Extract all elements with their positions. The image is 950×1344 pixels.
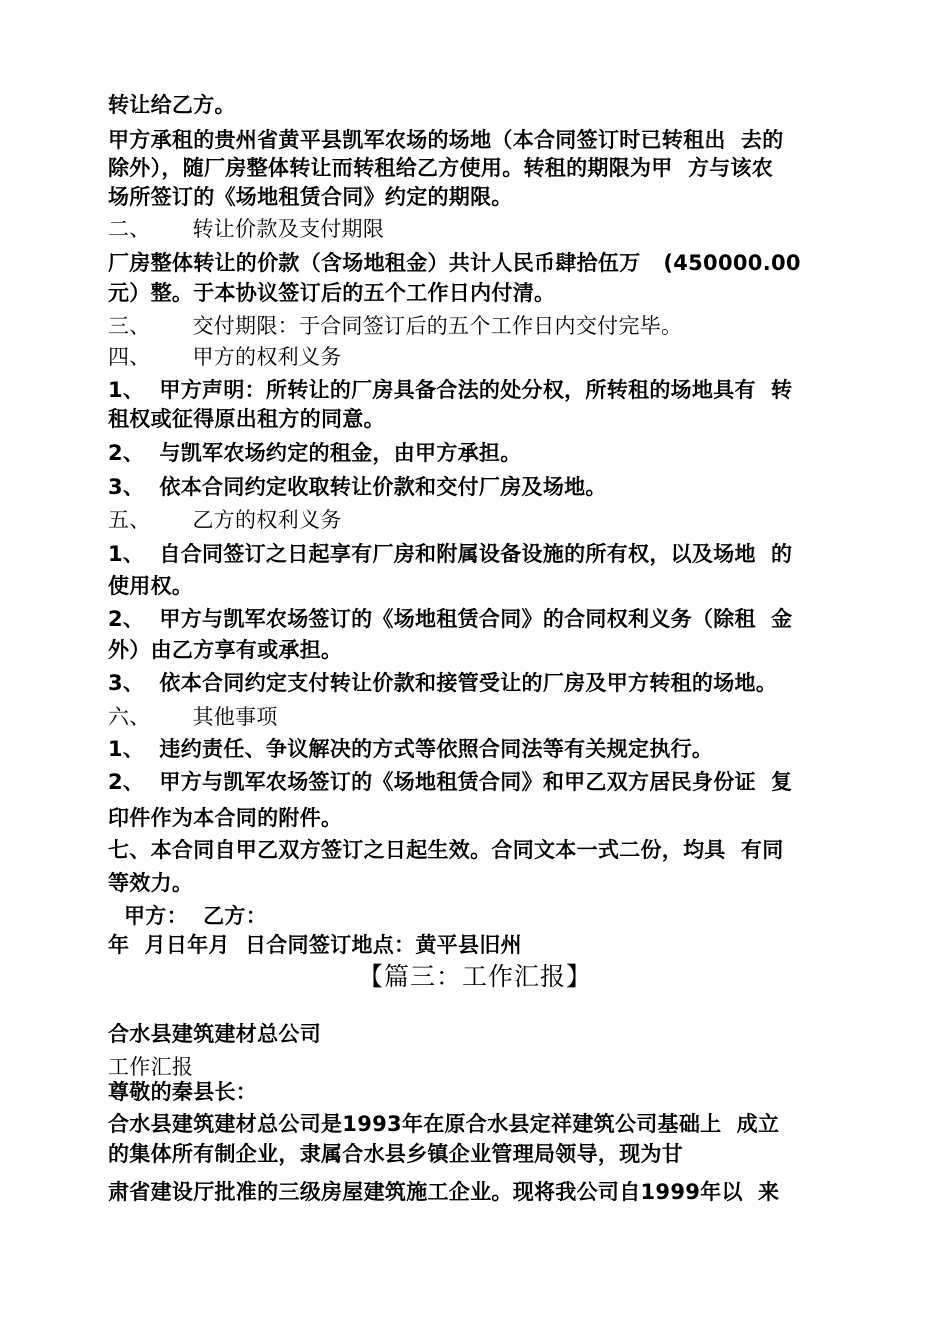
text-line: 租权或征得原出租方的同意。	[108, 407, 385, 431]
text-line: 2、 甲方与凯军农场签订的《场地租赁合同》的合同权利义务（除租 金	[108, 607, 793, 631]
text-line: 使用权。	[108, 574, 194, 598]
text-line: 七、本合同自甲乙双方签订之日起生效。合同文本一式二份，均具 有同	[108, 838, 784, 862]
text-line: 3、 依本合同约定收取转让价款和交付厂房及场地。	[108, 475, 607, 499]
section-title: 【篇三：工作汇报】	[357, 962, 592, 991]
signature-line: 甲方： 乙方：	[124, 904, 268, 928]
text-line: 甲方承租的贵州省黄平县凯军农场的场地（本合同签订时已转租出 去的	[108, 128, 784, 152]
text-line: 印件作为本合同的附件。	[108, 806, 343, 830]
text-line: 元）整。于本协议签订后的五个工作日内付清。	[108, 281, 556, 305]
text-line: 厂房整体转让的价款（含场地租金）共计人民币肆拾伍万 (450000.00	[108, 251, 801, 275]
text-line: 1、 甲方声明：所转让的厂房具备合法的处分权，所转租的场地具有 转	[108, 378, 793, 402]
doc-title: 工作汇报	[108, 1055, 194, 1079]
section-heading: 五、 乙方的权利义务	[108, 508, 342, 532]
body-line: 的集体所有制企业，隶属合水县乡镇企业管理局领导，现为甘	[108, 1142, 684, 1166]
section-heading: 二、 转让价款及支付期限	[108, 217, 385, 241]
salutation: 尊敬的秦县长：	[108, 1080, 258, 1104]
date-place-line: 年 月日年月 日合同签订地点：黄平县旧州	[108, 933, 522, 957]
section-heading: 四、 甲方的权利义务	[108, 345, 342, 369]
text-line: 转让给乙方。	[108, 93, 236, 117]
text-line: 3、 依本合同约定支付转让价款和接管受让的厂房及甲方转租的场地。	[108, 671, 778, 695]
body-line: 合水县建筑建材总公司是1993年在原合水县定祥建筑公司基础上 成立	[108, 1112, 780, 1136]
company-name: 合水县建筑建材总公司	[108, 1022, 321, 1046]
body-line: 肃省建设厅批准的三级房屋建筑施工企业。现将我公司自1999年以 来	[108, 1180, 780, 1204]
section-heading: 六、 其他事项	[108, 705, 278, 729]
text-line: 除外），随厂房整体转让而转租给乙方使用。转租的期限为甲 方与该农	[108, 156, 774, 180]
section-heading: 三、 交付期限：于合同签订后的五个工作日内交付完毕。	[108, 314, 683, 338]
text-line: 1、 自合同签订之日起享有厂房和附属设备设施的所有权，以及场地 的	[108, 542, 793, 566]
text-line: 场所签订的《场地租赁合同》约定的期限。	[108, 185, 513, 209]
text-line: 2、 与凯军农场约定的租金，由甲方承担。	[108, 441, 522, 465]
text-line: 外）由乙方享有或承担。	[108, 638, 343, 662]
text-line: 2、 甲方与凯军农场签订的《场地租赁合同》和甲乙双方居民身份证 复	[108, 770, 793, 794]
text-line: 1、 违约责任、争议解决的方式等依照合同法等有关规定执行。	[108, 737, 714, 761]
text-line: 等效力。	[108, 871, 194, 895]
